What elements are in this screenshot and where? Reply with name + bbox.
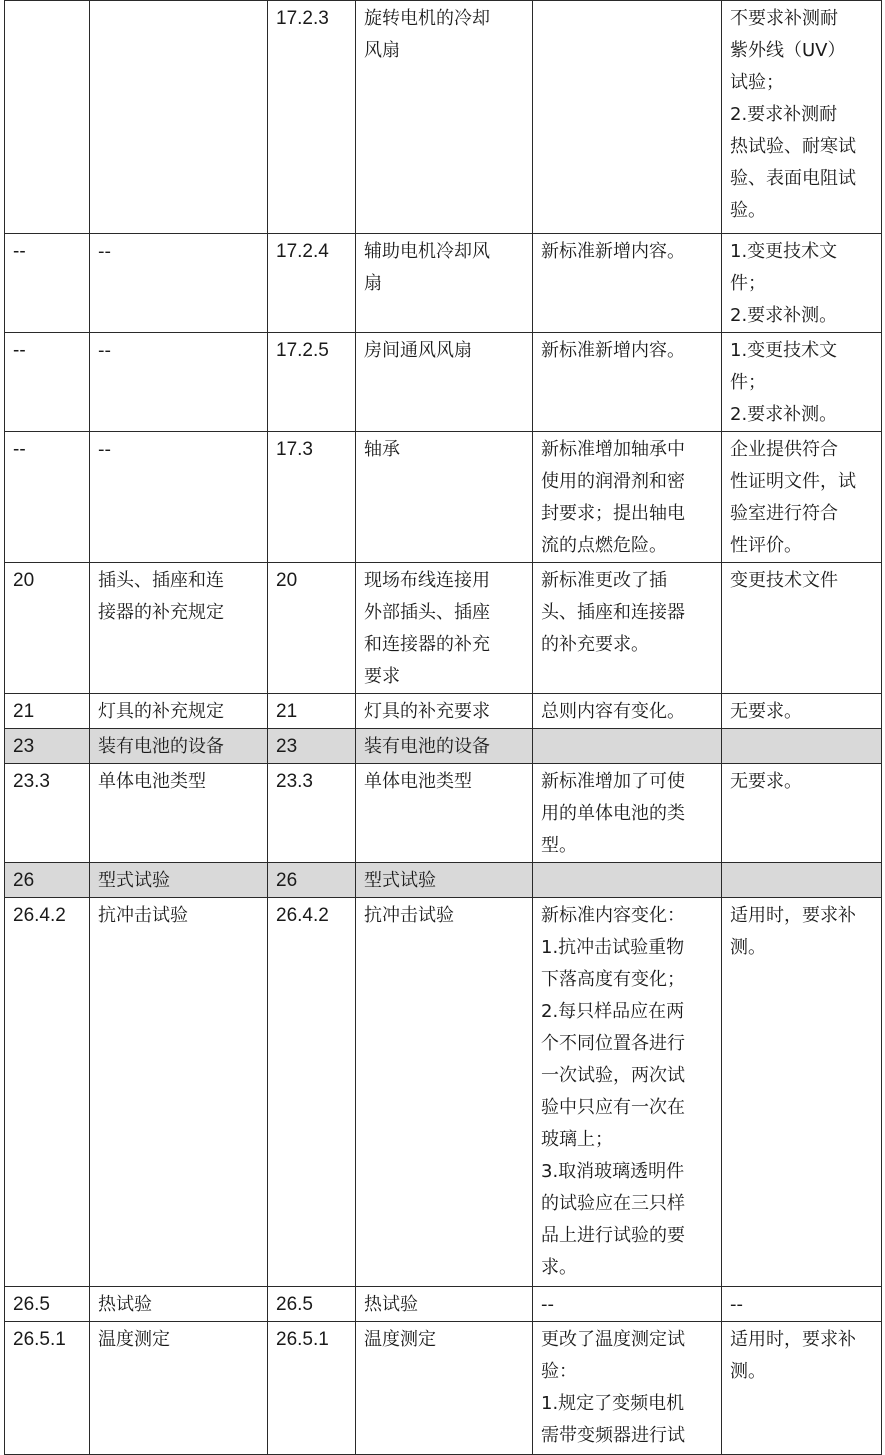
requirement-cell (722, 898, 882, 1287)
old-clause-cell-text: 26.4.2 (13, 905, 66, 926)
old-title-cell (90, 729, 268, 764)
old-title-cell-text: 装有电池的设备 (98, 736, 224, 757)
requirement-cell (722, 432, 882, 563)
table-row (5, 694, 882, 729)
old-title-cell-text: 热试验 (98, 1294, 152, 1315)
new-clause-cell (268, 729, 356, 764)
change-description-cell (533, 1, 722, 234)
new-title-cell (356, 563, 533, 694)
new-clause-cell (268, 863, 356, 898)
table-row (5, 234, 882, 333)
old-clause-cell (5, 1287, 90, 1322)
requirement-cell (722, 729, 882, 764)
requirement-cell-text: -- (730, 1294, 743, 1315)
old-clause-cell-text: 23 (13, 736, 35, 757)
requirement-cell (722, 1322, 882, 1455)
old-title-cell (90, 694, 268, 729)
old-title-cell-text: 型式试验 (98, 870, 170, 891)
old-title-cell (90, 1322, 268, 1455)
change-description-cell (533, 694, 722, 729)
change-description-cell (533, 1322, 722, 1455)
requirement-cell-text: 适用时，要求补 测。 (730, 1329, 856, 1382)
change-description-cell-text: 更改了温度测定试 验： 1.规定了变频电机 需带变频器进行试 (541, 1329, 685, 1446)
old-clause-cell-text: 23.3 (13, 771, 50, 792)
requirement-cell (722, 863, 882, 898)
new-clause-cell-text: 17.3 (276, 439, 313, 460)
change-description-cell (533, 234, 722, 333)
change-description-cell-text: 新标准新增内容。 (541, 340, 685, 361)
new-title-cell-text: 装有电池的设备 (364, 736, 490, 757)
change-description-cell-text: 新标准新增内容。 (541, 241, 685, 262)
new-title-cell (356, 863, 533, 898)
new-title-cell (356, 333, 533, 432)
new-title-cell (356, 729, 533, 764)
change-description-cell-text: 新标准内容变化： 1.抗冲击试验重物 下落高度有变化； 2.每只样品应在两 个不同位置各进行 一次试验，两次试 验中只应有一次在 玻璃上； 3.取消玻璃透明件 的试验应在三只样 品上进行试验的要 求。 (541, 905, 685, 1278)
requirement-cell (722, 234, 882, 333)
old-title-cell (90, 1, 268, 234)
new-clause-cell-text: 21 (276, 701, 298, 722)
new-title-cell-text: 辅助电机冷却风 扇 (364, 241, 490, 294)
new-clause-cell-text: 26 (276, 870, 298, 891)
old-title-cell-text: -- (98, 439, 111, 460)
new-clause-cell (268, 432, 356, 563)
new-title-cell (356, 1322, 533, 1455)
change-description-cell (533, 729, 722, 764)
old-title-cell-text (98, 1, 259, 3)
old-title-cell-text: 灯具的补充规定 (98, 701, 224, 722)
change-description-cell (533, 898, 722, 1287)
comparison-document (4, 0, 881, 1455)
change-description-cell-text: 新标准增加轴承中 使用的润滑剂和密 封要求；提出轴电 流的点燃危险。 (541, 439, 685, 556)
requirement-cell-text: 适用时，要求补 测。 (730, 905, 856, 958)
requirement-cell-text: 不要求补测耐 紫外线（UV） 试验； 2.要求补测耐 热试验、耐寒试 验、表面电阻试 验。 (730, 8, 856, 221)
new-title-cell (356, 1287, 533, 1322)
old-clause-cell (5, 898, 90, 1287)
new-title-cell-text: 旋转电机的冷却 风扇 (364, 8, 490, 61)
requirement-cell-text: 无要求。 (730, 771, 802, 792)
old-title-cell-text: -- (98, 241, 111, 262)
new-clause-cell (268, 764, 356, 863)
old-clause-cell-text: 20 (13, 570, 35, 591)
new-title-cell (356, 1, 533, 234)
old-title-cell-text: 抗冲击试验 (98, 905, 188, 926)
new-clause-cell-text: 23.3 (276, 771, 313, 792)
old-title-cell (90, 898, 268, 1287)
requirement-cell (722, 563, 882, 694)
old-clause-cell (5, 1, 90, 234)
new-title-cell-text: 灯具的补充要求 (364, 701, 490, 722)
new-clause-cell (268, 1, 356, 234)
new-clause-cell (268, 563, 356, 694)
old-title-cell-text: 温度测定 (98, 1329, 170, 1350)
change-description-cell-text (541, 863, 713, 865)
new-title-cell-text: 抗冲击试验 (364, 905, 454, 926)
old-clause-cell-text (13, 1, 81, 3)
new-title-cell-text: 房间通风风扇 (364, 340, 472, 361)
table-row (5, 764, 882, 863)
new-title-cell (356, 234, 533, 333)
requirement-cell (722, 1287, 882, 1322)
change-description-cell-text: 新标准增加了可使 用的单体电池的类 型。 (541, 771, 685, 856)
change-description-cell (533, 764, 722, 863)
new-title-cell (356, 898, 533, 1287)
new-title-cell (356, 694, 533, 729)
old-title-cell (90, 1287, 268, 1322)
old-title-cell-text: -- (98, 340, 111, 361)
new-title-cell-text: 单体电池类型 (364, 771, 472, 792)
change-description-cell (533, 563, 722, 694)
old-title-cell (90, 432, 268, 563)
new-clause-cell-text: 26.5 (276, 1294, 313, 1315)
requirement-cell (722, 1, 882, 234)
change-description-cell-text: 新标准更改了插 头、插座和连接器 的补充要求。 (541, 570, 685, 655)
old-clause-cell (5, 863, 90, 898)
requirement-cell-text: 无要求。 (730, 701, 802, 722)
table-row (5, 1, 882, 234)
new-title-cell-text: 温度测定 (364, 1329, 436, 1350)
requirement-cell (722, 764, 882, 863)
new-title-cell-text: 轴承 (364, 439, 400, 460)
new-clause-cell-text: 17.2.4 (276, 241, 329, 262)
table-row (5, 863, 882, 898)
requirement-cell-text: 企业提供符合 性证明文件，试 验室进行符合 性评价。 (730, 439, 856, 556)
old-title-cell (90, 764, 268, 863)
new-title-cell-text: 型式试验 (364, 870, 436, 891)
table-row (5, 1287, 882, 1322)
change-description-cell-text (541, 1, 713, 3)
new-title-cell-text: 现场布线连接用 外部插头、插座 和连接器的补充 要求 (364, 570, 490, 687)
old-title-cell (90, 563, 268, 694)
change-description-cell-text (541, 729, 713, 731)
new-clause-cell-text: 17.2.5 (276, 340, 329, 361)
new-clause-cell (268, 1287, 356, 1322)
new-clause-cell (268, 333, 356, 432)
new-clause-cell (268, 694, 356, 729)
change-description-cell (533, 1287, 722, 1322)
new-clause-cell (268, 234, 356, 333)
old-clause-cell (5, 764, 90, 863)
old-clause-cell-text: -- (13, 241, 26, 262)
old-clause-cell-text: 26.5.1 (13, 1329, 66, 1350)
old-clause-cell-text: -- (13, 340, 26, 361)
old-title-cell (90, 863, 268, 898)
table-row (5, 898, 882, 1287)
old-clause-cell-text: 21 (13, 701, 35, 722)
change-description-cell-text: -- (541, 1294, 554, 1315)
requirement-cell-text (730, 863, 873, 865)
requirement-cell (722, 333, 882, 432)
new-clause-cell (268, 1322, 356, 1455)
change-description-cell (533, 863, 722, 898)
requirement-cell-text: 1.变更技术文 件； 2.要求补测。 (730, 241, 838, 326)
requirement-cell-text: 1.变更技术文 件； 2.要求补测。 (730, 340, 838, 425)
old-clause-cell-text: 26.5 (13, 1294, 50, 1315)
requirement-cell-text (730, 729, 873, 731)
old-clause-cell (5, 563, 90, 694)
requirement-cell (722, 694, 882, 729)
new-title-cell (356, 764, 533, 863)
requirement-cell-text: 变更技术文件 (730, 570, 838, 591)
old-clause-cell-text: 26 (13, 870, 35, 891)
new-clause-cell-text: 17.2.3 (276, 8, 329, 29)
new-clause-cell (268, 898, 356, 1287)
change-description-cell-text: 总则内容有变化。 (541, 701, 685, 722)
new-clause-cell-text: 23 (276, 736, 298, 757)
old-clause-cell (5, 333, 90, 432)
old-title-cell-text: 单体电池类型 (98, 771, 206, 792)
table-body (5, 1, 882, 1455)
new-clause-cell-text: 20 (276, 570, 298, 591)
standard-comparison-table (4, 0, 882, 1455)
table-row (5, 1322, 882, 1455)
old-clause-cell (5, 729, 90, 764)
table-row (5, 729, 882, 764)
new-title-cell-text: 热试验 (364, 1294, 418, 1315)
new-clause-cell-text: 26.4.2 (276, 905, 329, 926)
old-title-cell (90, 234, 268, 333)
table-row (5, 563, 882, 694)
table-row (5, 432, 882, 563)
table-row (5, 333, 882, 432)
old-clause-cell (5, 1322, 90, 1455)
change-description-cell (533, 432, 722, 563)
old-clause-cell (5, 432, 90, 563)
old-clause-cell (5, 234, 90, 333)
new-title-cell (356, 432, 533, 563)
old-clause-cell (5, 694, 90, 729)
old-title-cell (90, 333, 268, 432)
old-clause-cell-text: -- (13, 439, 26, 460)
old-title-cell-text: 插头、插座和连 接器的补充规定 (98, 570, 224, 623)
new-clause-cell-text: 26.5.1 (276, 1329, 329, 1350)
change-description-cell (533, 333, 722, 432)
